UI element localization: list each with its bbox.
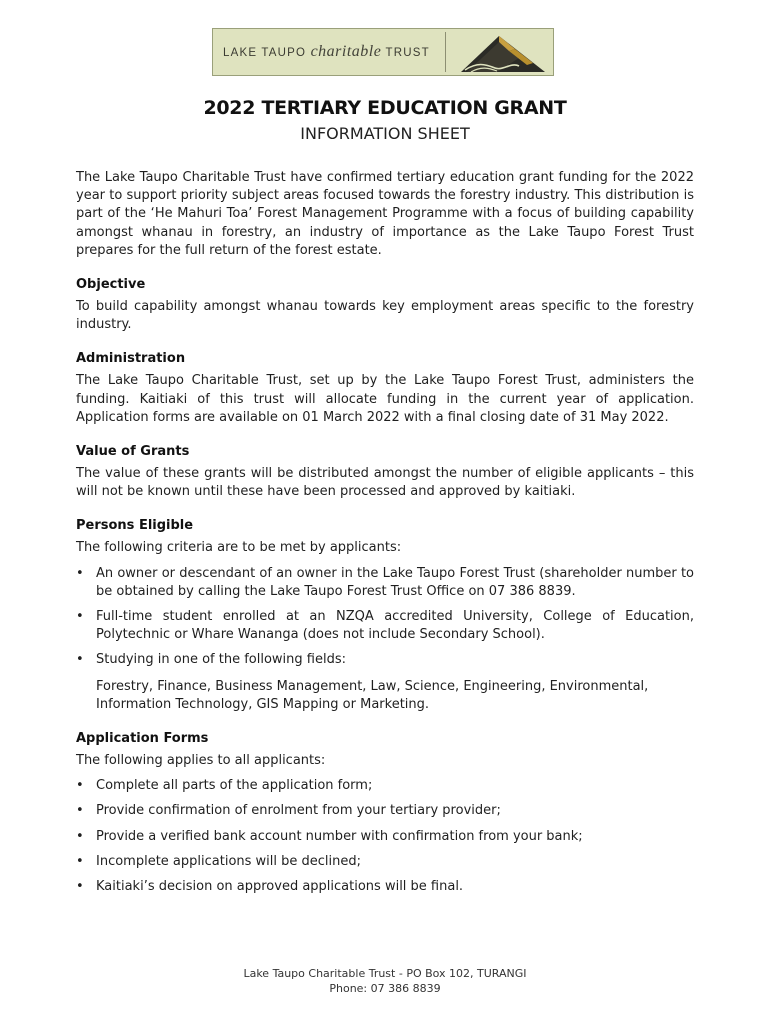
- logo-divider: [445, 32, 446, 72]
- page-footer: [0, 966, 770, 996]
- trust-logo: [212, 28, 554, 76]
- eligible-fields: Forestry, Finance, Business Management, Law, Science, Engineering, Environmental, Information Technology, GIS Mapping or Marketing.: [96, 678, 649, 712]
- objective-text: To build capability amongst whanau towards key employment areas specific to the forestry industry.: [76, 299, 694, 333]
- eligibility-list: [76, 565, 694, 670]
- page-subtitle: INFORMATION SHEET: [300, 124, 470, 143]
- list-item: • Full-time student enrolled at an NZQA accredited University, College of Education, Polytechnic or Whare Wananga (does not include Secondary School).: [76, 608, 694, 644]
- forms-intro: The following applies to all applicants:: [76, 753, 326, 769]
- administration-text: The Lake Taupo Charitable Trust, set up by the Lake Taupo Forest Trust, administers the funding. Kaitiaki of this trust will allocate funding in the current year of application. Application forms are available on 01 March 2022 with a final closing date of 31 May 2022.: [76, 373, 694, 425]
- intro-paragraph: The Lake Taupo Charitable Trust have confirmed tertiary education grant funding for the 2022 year to support priority subject areas focused towards the forestry industry. This distribution is part of the ‘He Mahuri Toa’ Forest Management Programme with a focus of building capability amongst whanau in forestry, an industry of importance as the Lake Taupo Forest Trust prepares for the full return of the forest estate.: [76, 170, 694, 258]
- document-body: [76, 169, 694, 896]
- list-item: • Complete all parts of the application form;: [76, 777, 694, 795]
- objective-heading: Objective: [76, 277, 146, 293]
- list-item: • Incomplete applications will be declined;: [76, 853, 694, 871]
- value-text: The value of these grants will be distributed amongst the number of eligible applicants – this will not be known until these have been processed and approved by kaitiaki.: [76, 466, 694, 500]
- mountain-logo-icon: [457, 32, 549, 74]
- list-item: • Provide confirmation of enrolment from your tertiary provider;: [76, 802, 694, 820]
- logo-text-charitable: charitable: [310, 43, 382, 60]
- eligible-intro: The following criteria are to be met by applicants:: [76, 540, 402, 556]
- page-title: 2022 TERTIARY EDUCATION GRANT: [203, 97, 567, 119]
- eligible-heading: Persons Eligible: [76, 518, 194, 534]
- value-heading: Value of Grants: [76, 444, 190, 460]
- logo-text-lake-taupo: LAKE TAUPO: [223, 47, 307, 59]
- application-requirements-list: [76, 777, 694, 896]
- list-item: • Kaitiaki’s decision on approved applications will be final.: [76, 878, 694, 896]
- footer-phone: Phone: 07 386 8839: [329, 982, 441, 995]
- logo-wordmark: [223, 43, 430, 61]
- logo-text-trust: TRUST: [385, 47, 430, 59]
- list-item: • Provide a verified bank account number with confirmation from your bank;: [76, 828, 694, 846]
- list-item: • Studying in one of the following fields:: [76, 651, 694, 669]
- administration-heading: Administration: [76, 351, 186, 367]
- footer-address: Lake Taupo Charitable Trust - PO Box 102, TURANGI: [243, 967, 527, 980]
- forms-heading: Application Forms: [76, 731, 209, 747]
- list-item: • An owner or descendant of an owner in the Lake Taupo Forest Trust (shareholder number to be obtained by calling the Lake Taupo Forest Trust Office on 07 386 8839.: [76, 565, 694, 601]
